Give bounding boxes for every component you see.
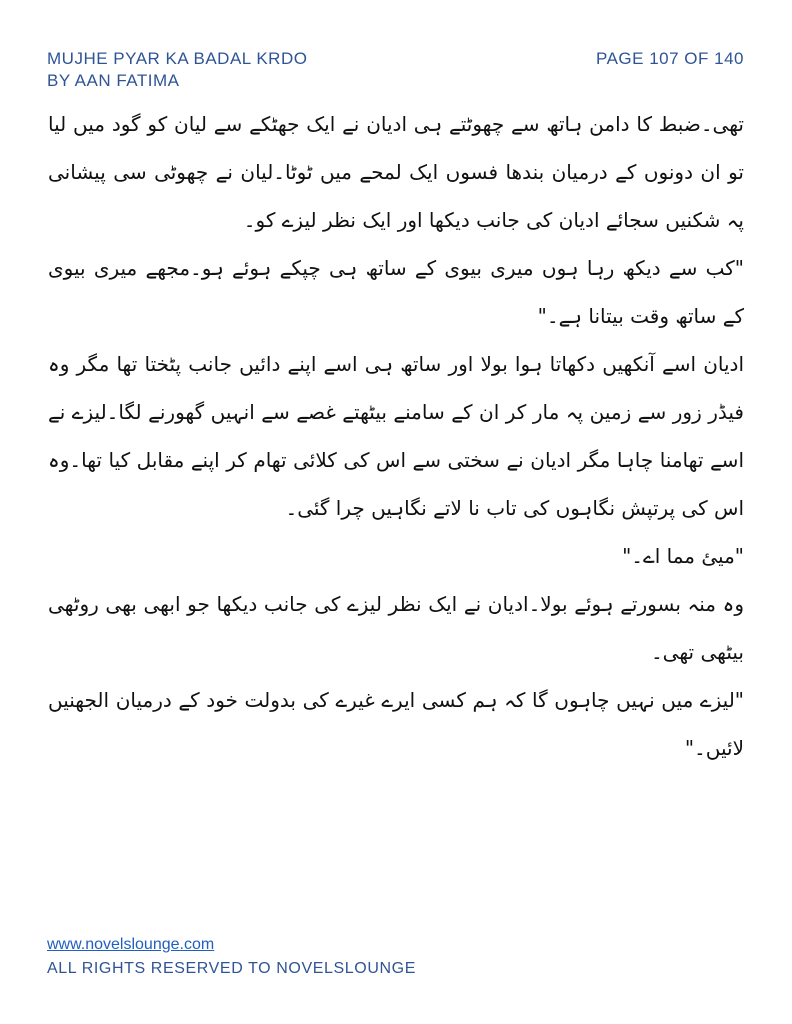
paragraph: ادیان اسے آنکھیں دکھاتا ہوا بولا اور ساتھ ہی اسے اپنے دائیں جانب پٹختا تھا مگر وہ فیڈر زور سے زمین پہ مار کر ان کے سامنے بیٹھتے غصے سے انہیں گھورنے لگا۔لیزے نے اسے تھامنا چاہا مگر ادیان نے سختی سے اس کی کلائی تھام کر اپنے مقابل کیا تھا۔وہ اس کی پرتپش نگاہوں کی تاب نا لاتے نگاہیں چرا گئی۔ (48, 352, 744, 520)
novel-title: MUJHE PYAR KA BADAL KRDO (47, 49, 308, 68)
author-name: BY AAN FATIMA (47, 71, 180, 90)
paragraph: وہ منہ بسورتے ہوئے بولا۔ادیان نے ایک نظر لیزے کی جانب دیکھا جو ابھی بھی روٹھی بیٹھی تھی۔ (48, 592, 745, 664)
website-link[interactable]: www.novelslounge.com (47, 936, 215, 953)
paragraph: "میئ مما اے۔" (622, 544, 744, 568)
paragraph: تھی۔ضبط کا دامن ہاتھ سے چھوٹتے ہی ادیان نے ایک جھٹکے سے لیان کو گود میں لیا تو ان دونوں کے درمیان بندھا فسوں ایک لمحے میں ٹوٹا۔لیان نے چھوٹی سی پیشانی پہ شکنیں سجائے ادیان کی جانب دیکھا اور ایک نظر لیزے کو۔ (48, 112, 744, 232)
paragraph: "لیزے میں نہیں چاہوں گا کہ ہم کسی ایرے غیرے کی بدولت خود کے درمیان الجھنیں لائیں۔" (48, 688, 744, 760)
document-footer (47, 934, 416, 980)
document-header-left (47, 48, 307, 92)
novel-body-text (48, 100, 744, 772)
rights-notice: ALL RIGHTS RESERVED TO NOVELSLOUNGE (47, 960, 416, 977)
paragraph: "کب سے دیکھ رہا ہوں میری بیوی کے ساتھ ہی چپکے ہوئے ہو۔مجھے میری بیوی کے ساتھ وقت بیتانا ہے۔" (48, 256, 744, 328)
page-number: PAGE 107 OF 140 (596, 49, 744, 68)
